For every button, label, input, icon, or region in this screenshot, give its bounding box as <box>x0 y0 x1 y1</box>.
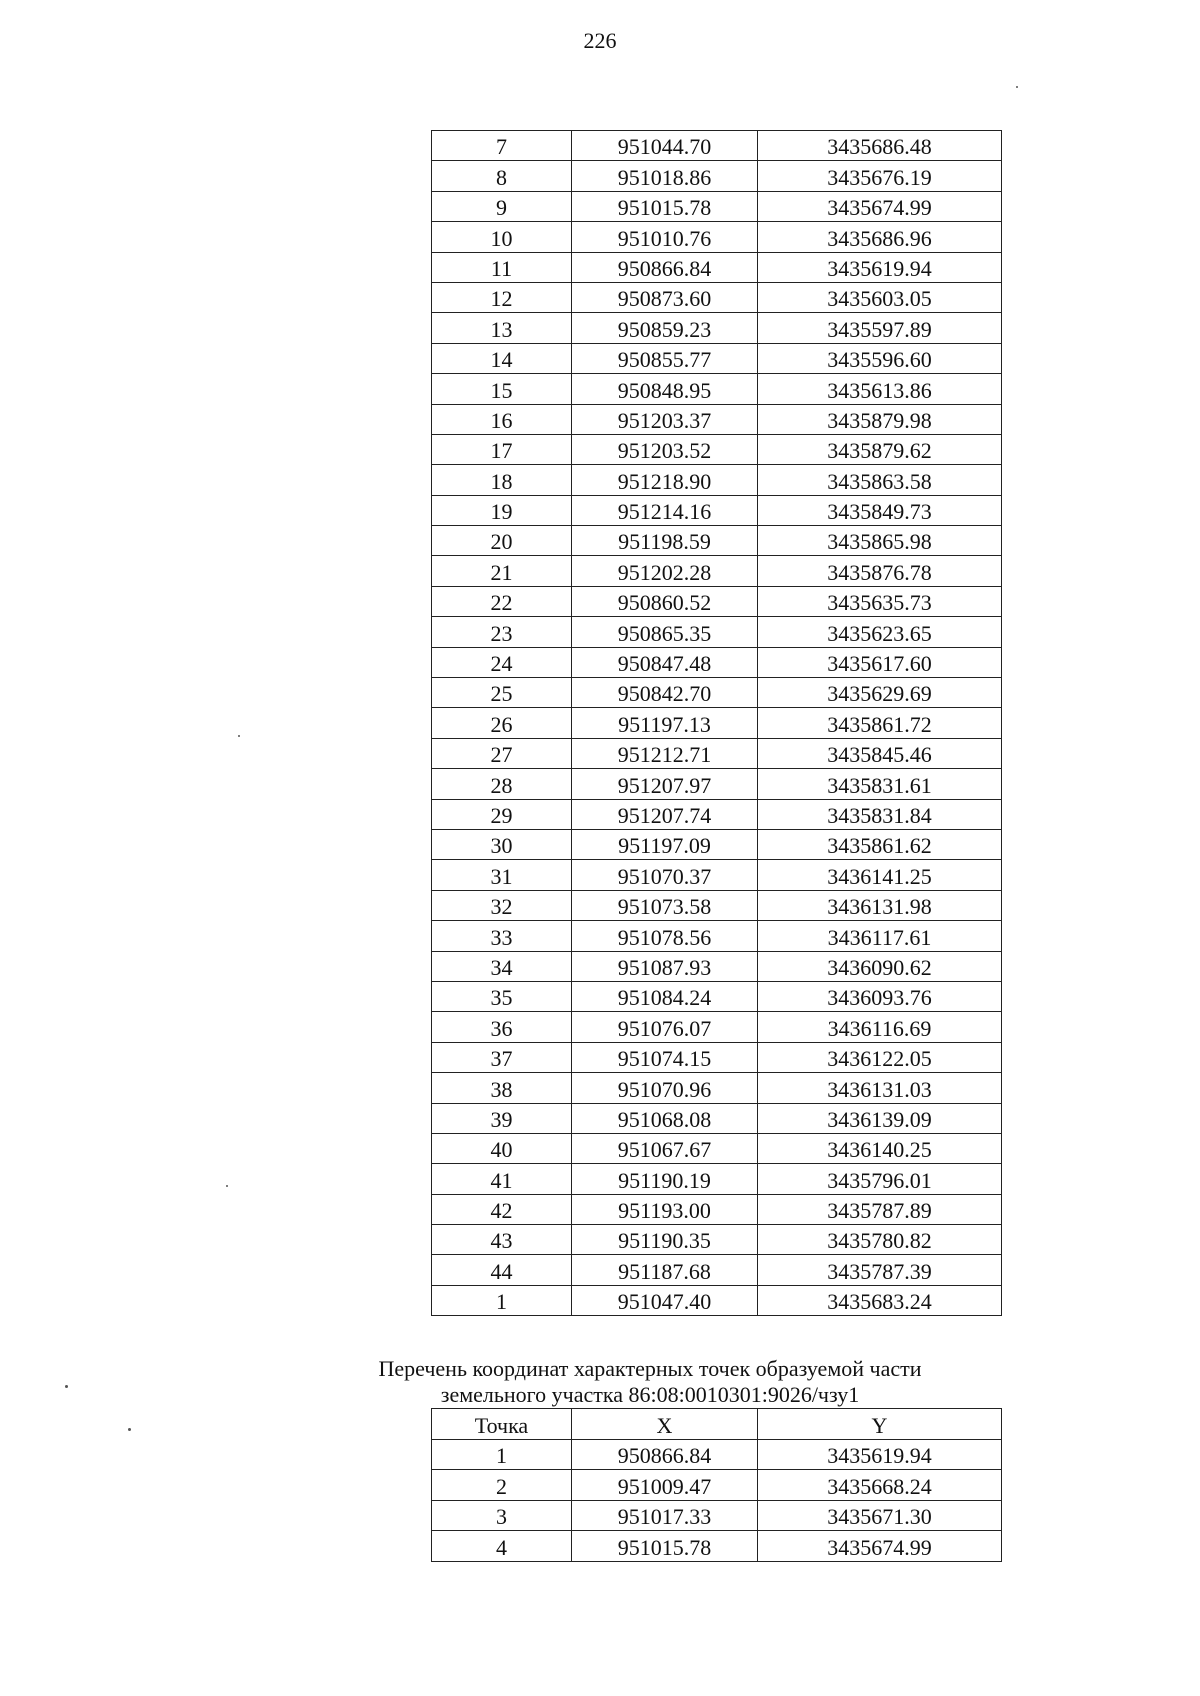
table-row <box>432 1164 1002 1194</box>
cell-y: 3435668.24 <box>758 1470 1002 1501</box>
cell-point: 18 <box>432 465 572 495</box>
table-row <box>432 769 1002 799</box>
cell-point: 33 <box>432 921 572 951</box>
cell-y: 3435879.98 <box>758 404 1002 434</box>
cell-point: 39 <box>432 1103 572 1133</box>
cell-point: 29 <box>432 799 572 829</box>
cell-y: 3435796.01 <box>758 1164 1002 1194</box>
table-caption <box>300 1356 1000 1408</box>
cell-y: 3436140.25 <box>758 1133 1002 1163</box>
cell-point: 11 <box>432 252 572 282</box>
scan-speck <box>238 735 240 737</box>
cell-y: 3435831.61 <box>758 769 1002 799</box>
table-row <box>432 1470 1002 1501</box>
table-row <box>432 313 1002 343</box>
caption-line-1: Перечень координат характерных точек образуемой части <box>378 1356 922 1381</box>
header-point: Точка <box>432 1409 572 1440</box>
cell-y: 3435787.89 <box>758 1194 1002 1224</box>
table-row <box>432 617 1002 647</box>
cell-y: 3435787.39 <box>758 1255 1002 1285</box>
cell-x: 951015.78 <box>572 1531 758 1562</box>
table-row <box>432 1133 1002 1163</box>
table-row <box>432 1073 1002 1103</box>
cell-y: 3435845.46 <box>758 738 1002 768</box>
table-row <box>432 161 1002 191</box>
cell-x: 951218.90 <box>572 465 758 495</box>
table-row <box>432 465 1002 495</box>
table-row <box>432 860 1002 890</box>
cell-y: 3435780.82 <box>758 1225 1002 1255</box>
table-row <box>432 1194 1002 1224</box>
cell-y: 3436093.76 <box>758 981 1002 1011</box>
cell-y: 3436131.98 <box>758 890 1002 920</box>
table-row <box>432 678 1002 708</box>
cell-x: 951202.28 <box>572 556 758 586</box>
cell-y: 3435861.72 <box>758 708 1002 738</box>
cell-x: 951078.56 <box>572 921 758 951</box>
cell-x: 951015.78 <box>572 191 758 221</box>
cell-point: 1 <box>432 1439 572 1470</box>
cell-y: 3435613.86 <box>758 374 1002 404</box>
cell-x: 951070.37 <box>572 860 758 890</box>
cell-x: 950847.48 <box>572 647 758 677</box>
cell-y: 3435849.73 <box>758 495 1002 525</box>
cell-x: 951073.58 <box>572 890 758 920</box>
cell-x: 951207.74 <box>572 799 758 829</box>
cell-point: 3 <box>432 1500 572 1531</box>
cell-point: 2 <box>432 1470 572 1501</box>
cell-x: 951207.97 <box>572 769 758 799</box>
cell-y: 3436090.62 <box>758 951 1002 981</box>
cell-point: 22 <box>432 586 572 616</box>
cell-point: 14 <box>432 343 572 373</box>
cell-point: 15 <box>432 374 572 404</box>
cell-x: 951009.47 <box>572 1470 758 1501</box>
cell-x: 951187.68 <box>572 1255 758 1285</box>
cell-point: 31 <box>432 860 572 890</box>
table-row <box>432 343 1002 373</box>
table-row <box>432 586 1002 616</box>
table-row <box>432 647 1002 677</box>
cell-y: 3435686.96 <box>758 222 1002 252</box>
table-row <box>432 222 1002 252</box>
cell-y: 3435623.65 <box>758 617 1002 647</box>
header-x: X <box>572 1409 758 1440</box>
cell-x: 951203.52 <box>572 434 758 464</box>
table-row <box>432 282 1002 312</box>
cell-y: 3435596.60 <box>758 343 1002 373</box>
cell-x: 950873.60 <box>572 282 758 312</box>
table-row <box>432 1439 1002 1470</box>
cell-point: 27 <box>432 738 572 768</box>
table-row <box>432 1285 1002 1315</box>
table-row <box>432 191 1002 221</box>
cell-point: 30 <box>432 829 572 859</box>
cell-y: 3436117.61 <box>758 921 1002 951</box>
cell-y: 3435629.69 <box>758 678 1002 708</box>
cell-point: 19 <box>432 495 572 525</box>
table-row <box>432 1103 1002 1133</box>
cell-point: 20 <box>432 526 572 556</box>
cell-y: 3435603.05 <box>758 282 1002 312</box>
cell-y: 3436131.03 <box>758 1073 1002 1103</box>
cell-y: 3435597.89 <box>758 313 1002 343</box>
cell-y: 3435674.99 <box>758 1531 1002 1562</box>
part-coordinates-table <box>431 1408 1002 1562</box>
cell-point: 17 <box>432 434 572 464</box>
cell-x: 951010.76 <box>572 222 758 252</box>
cell-point: 28 <box>432 769 572 799</box>
cell-point: 44 <box>432 1255 572 1285</box>
cell-x: 951067.67 <box>572 1133 758 1163</box>
scan-speck <box>128 1428 131 1431</box>
scan-speck <box>226 1185 228 1187</box>
cell-point: 4 <box>432 1531 572 1562</box>
coordinates-table <box>431 130 1002 1316</box>
cell-x: 951017.33 <box>572 1500 758 1531</box>
cell-x: 951044.70 <box>572 131 758 161</box>
cell-x: 951193.00 <box>572 1194 758 1224</box>
cell-y: 3435619.94 <box>758 1439 1002 1470</box>
cell-x: 951197.13 <box>572 708 758 738</box>
table-row <box>432 1225 1002 1255</box>
cell-x: 951084.24 <box>572 981 758 1011</box>
cell-point: 25 <box>432 678 572 708</box>
cell-point: 12 <box>432 282 572 312</box>
cell-x: 950842.70 <box>572 678 758 708</box>
cell-y: 3435619.94 <box>758 252 1002 282</box>
cell-y: 3435635.73 <box>758 586 1002 616</box>
cell-point: 41 <box>432 1164 572 1194</box>
table-row <box>432 434 1002 464</box>
cell-y: 3435683.24 <box>758 1285 1002 1315</box>
cell-point: 34 <box>432 951 572 981</box>
cell-y: 3435674.99 <box>758 191 1002 221</box>
cell-y: 3435879.62 <box>758 434 1002 464</box>
cell-x: 950866.84 <box>572 1439 758 1470</box>
cell-x: 951190.35 <box>572 1225 758 1255</box>
table-row <box>432 1042 1002 1072</box>
cell-x: 951076.07 <box>572 1012 758 1042</box>
table-row <box>432 131 1002 161</box>
cell-x: 950866.84 <box>572 252 758 282</box>
cell-y: 3436141.25 <box>758 860 1002 890</box>
cell-point: 32 <box>432 890 572 920</box>
table-row <box>432 1012 1002 1042</box>
cell-point: 10 <box>432 222 572 252</box>
cell-y: 3436122.05 <box>758 1042 1002 1072</box>
cell-x: 950860.52 <box>572 586 758 616</box>
cell-point: 42 <box>432 1194 572 1224</box>
cell-x: 951018.86 <box>572 161 758 191</box>
table-row <box>432 890 1002 920</box>
cell-y: 3435617.60 <box>758 647 1002 677</box>
table-row <box>432 921 1002 951</box>
cell-x: 950848.95 <box>572 374 758 404</box>
table-row <box>432 1531 1002 1562</box>
cell-point: 9 <box>432 191 572 221</box>
table-row <box>432 252 1002 282</box>
cell-x: 951074.15 <box>572 1042 758 1072</box>
table-row <box>432 556 1002 586</box>
table-row <box>432 799 1002 829</box>
table-row <box>432 1255 1002 1285</box>
cell-y: 3435676.19 <box>758 161 1002 191</box>
table-row <box>432 829 1002 859</box>
page-number: 226 <box>583 28 617 53</box>
cell-point: 7 <box>432 131 572 161</box>
table-row <box>432 374 1002 404</box>
cell-point: 16 <box>432 404 572 434</box>
cell-point: 24 <box>432 647 572 677</box>
cell-x: 951214.16 <box>572 495 758 525</box>
scan-speck <box>65 1385 68 1388</box>
cell-point: 26 <box>432 708 572 738</box>
cell-y: 3436139.09 <box>758 1103 1002 1133</box>
cell-y: 3435831.84 <box>758 799 1002 829</box>
cell-x: 950865.35 <box>572 617 758 647</box>
table-row <box>432 951 1002 981</box>
table-row <box>432 404 1002 434</box>
cell-point: 35 <box>432 981 572 1011</box>
header-y: Y <box>758 1409 1002 1440</box>
cell-x: 951197.09 <box>572 829 758 859</box>
cell-point: 8 <box>432 161 572 191</box>
table-row <box>432 526 1002 556</box>
cell-x: 951198.59 <box>572 526 758 556</box>
table-row <box>432 495 1002 525</box>
cell-y: 3435686.48 <box>758 131 1002 161</box>
cell-x: 951070.96 <box>572 1073 758 1103</box>
table-row <box>432 738 1002 768</box>
cell-point: 36 <box>432 1012 572 1042</box>
cell-point: 21 <box>432 556 572 586</box>
cell-x: 950855.77 <box>572 343 758 373</box>
cell-x: 951068.08 <box>572 1103 758 1133</box>
caption-line-2: земельного участка 86:08:0010301:9026/чзу1 <box>440 1382 860 1407</box>
cell-x: 951212.71 <box>572 738 758 768</box>
table-row <box>432 981 1002 1011</box>
cell-point: 40 <box>432 1133 572 1163</box>
table-row <box>432 1500 1002 1531</box>
cell-point: 38 <box>432 1073 572 1103</box>
cell-x: 951087.93 <box>572 951 758 981</box>
cell-x: 951190.19 <box>572 1164 758 1194</box>
cell-point: 13 <box>432 313 572 343</box>
table-row <box>432 708 1002 738</box>
cell-x: 950859.23 <box>572 313 758 343</box>
cell-point: 37 <box>432 1042 572 1072</box>
cell-point: 43 <box>432 1225 572 1255</box>
cell-point: 1 <box>432 1285 572 1315</box>
cell-y: 3435861.62 <box>758 829 1002 859</box>
cell-y: 3436116.69 <box>758 1012 1002 1042</box>
scan-speck <box>1016 86 1018 88</box>
cell-y: 3435671.30 <box>758 1500 1002 1531</box>
cell-y: 3435863.58 <box>758 465 1002 495</box>
table-header-row <box>432 1409 1002 1440</box>
cell-y: 3435876.78 <box>758 556 1002 586</box>
cell-x: 951047.40 <box>572 1285 758 1315</box>
cell-y: 3435865.98 <box>758 526 1002 556</box>
cell-point: 23 <box>432 617 572 647</box>
cell-x: 951203.37 <box>572 404 758 434</box>
